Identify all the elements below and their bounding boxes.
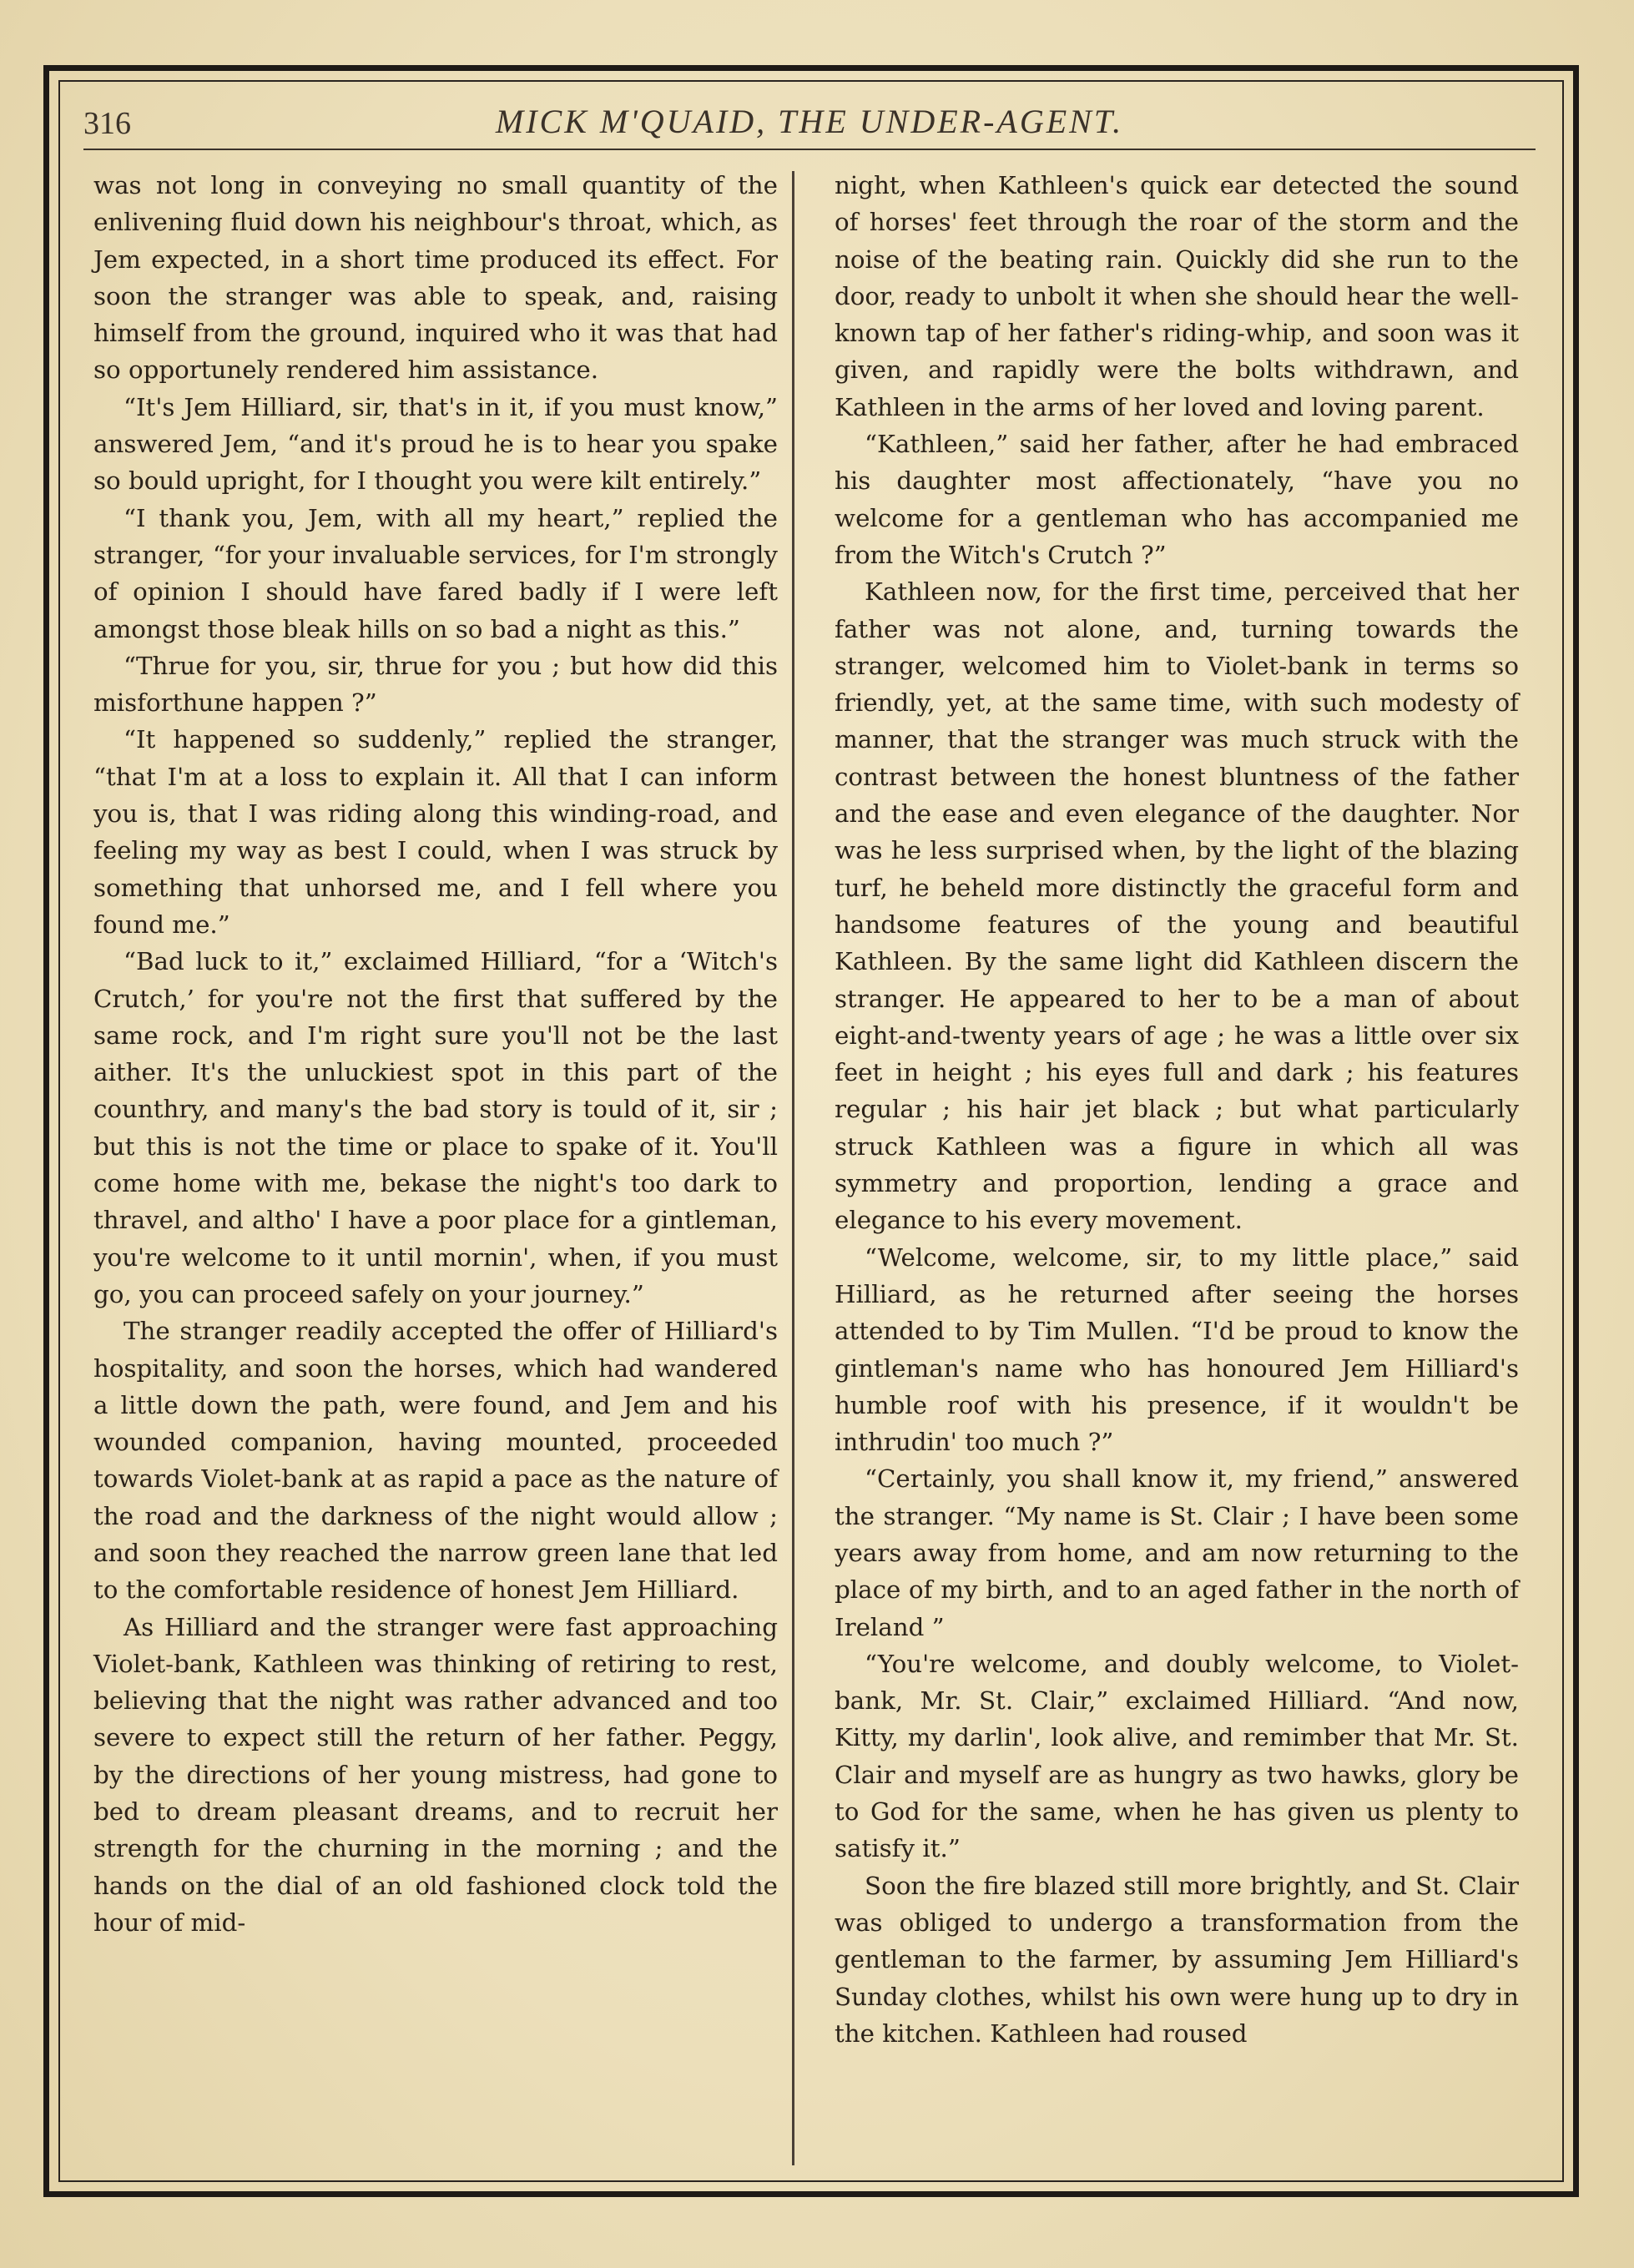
paragraph: As Hilliard and the stranger were fast approaching Violet-bank, Kathleen was thinking of retiring to rest, believing that the night was rather advanced and too severe to expect still the return of her father. Peggy, by the directions of her young mistress, had gone to bed to dream pleasant dreams, and to recruit her strength for the churning in the morning ; and the hands on the dial of an old fashioned clock told the hour of mid- bbox=[93, 1612, 778, 1937]
paragraph: “Kathleen,” said her father, after he had embraced his daughter most affectionately, “have you no welcome for a gentleman who has accompanied me from the Witch's Crutch ?” bbox=[835, 430, 1519, 569]
paragraph: “I thank you, Jem, with all my heart,” replied the stranger, “for your invaluable services, for I'm strongly of opinion I should have fared badly if I were left amongst those bleak hills on so bad a night as this.” bbox=[93, 503, 778, 643]
paragraph: “It's Jem Hilliard, sir, that's in it, if you must know,” answered Jem, “and it's proud he is to hear you spake so bould upright, for I thought you were kilt entirely.” bbox=[93, 392, 778, 496]
paragraph: night, when Kathleen's quick ear detected the sound of horses' feet through the roar of the storm and the noise of the beating rain. Quickly did she run to the door, ready to unbolt it when she should hear the well-known tap of her father's riding-whip, and soon was it given, and rapidly were the bolts withdrawn, and Kathleen in the arms of her loved and loving parent. bbox=[835, 171, 1519, 421]
column-divider bbox=[792, 171, 794, 2165]
paragraph: “It happened so suddenly,” replied the stranger, “that I'm at a loss to explain it. All that I can inform you is, that I was riding along this winding-road, and feeling my way as best I could, when I was struck by something that unhorsed me, and I fell where you found me.” bbox=[93, 725, 778, 939]
paragraph: was not long in conveying no small quantity of the enlivening fluid down his neighbour's throat, which, as Jem expected, in a short time produced its effect. For soon the stranger was able to speak, and, raising himself from the ground, inquired who it was that had so opportunely rendered him assistance. bbox=[93, 171, 778, 385]
right-column bbox=[835, 167, 1519, 2052]
paragraph: Kathleen now, for the first time, perceived that her father was not alone, and, turning towards the stranger, welcomed him to Violet-bank in terms so friendly, yet, at the same time, with such modesty of manner, that the stranger was much struck with the contrast between the honest bluntness of the father and the ease and even elegance of the daughter. Nor was he less surprised when, by the light of the blazing turf, he beheld more distinctly the graceful form and handsome features of the young and beautiful Kathleen. By the same light did Kathleen discern the stranger. He appeared to her to be a man of about eight-and-twenty years of age ; he was a little over six feet in height ; his eyes full and dark ; his features regular ; his hair jet black ; but what particularly struck Kathleen was a figure in which all was symmetry and proportion, lending a grace and elegance to his every movement. bbox=[835, 577, 1519, 1235]
paragraph: “Thrue for you, sir, thrue for you ; but how did this misforthune happen ?” bbox=[93, 651, 778, 718]
paragraph: “Welcome, welcome, sir, to my little place,” said Hilliard, as he returned after seeing the horses attended to by Tim Mullen. “I'd be proud to know the gintleman's name who has honoured Jem Hilliard's humble roof with his presence, if it wouldn't be inthrudin' too much ?” bbox=[835, 1242, 1519, 1457]
page-number: 316 bbox=[83, 106, 131, 141]
paragraph: The stranger readily accepted the offer of Hilliard's hospitality, and soon the horses, which had wandered a little down the path, were found, and Jem and his wounded companion, having mounted, proceeded towards Violet-bank at as rapid a pace as the nature of the road and the darkness of the night would allow ; and soon they reached the narrow green lane that led to the comfortable residence of honest Jem Hilliard. bbox=[93, 1317, 778, 1605]
page-header bbox=[83, 98, 1536, 150]
paragraph: Soon the fire blazed still more brightly, and St. Clair was obliged to undergo a transformation from the gentleman to the farmer, by assuming Jem Hilliard's Sunday clothes, whilst his own were hung up to dry in the kitchen. Kathleen had roused bbox=[835, 1871, 1519, 2048]
paragraph: “You're welcome, and doubly welcome, to Violet-bank, Mr. St. Clair,” exclaimed Hilliard. “And now, Kitty, my darlin', look alive, and remimber that Mr. St. Clair and myself are as hungry as two hawks, glory be to God for the same, when he has given us plenty to satisfy it.” bbox=[835, 1649, 1519, 1863]
left-column bbox=[93, 167, 778, 1941]
running-title: MICK M'QUAID, THE UNDER-AGENT. bbox=[495, 103, 1124, 140]
paragraph: “Certainly, you shall know it, my friend,” answered the stranger. “My name is St. Clair ; I have been some years away from home, and am now returning to the place of my birth, and to an aged father in the north of Ireland ” bbox=[835, 1464, 1519, 1641]
paragraph: “Bad luck to it,” exclaimed Hilliard, “for a ‘Witch's Crutch,’ for you're not the first that suffered by the same rock, and I'm right sure you'll not be the last aither. It's the unluckiest spot in this part of the counthry, and many's the bad story is tould of it, sir ; but this is not the time or place to spake of it. You'll come home with me, bekase the night's too dark to thravel, and altho' I have a poor place for a gintleman, you're welcome to it until mornin', when, if you must go, you can proceed safely on your journey.” bbox=[93, 947, 778, 1308]
